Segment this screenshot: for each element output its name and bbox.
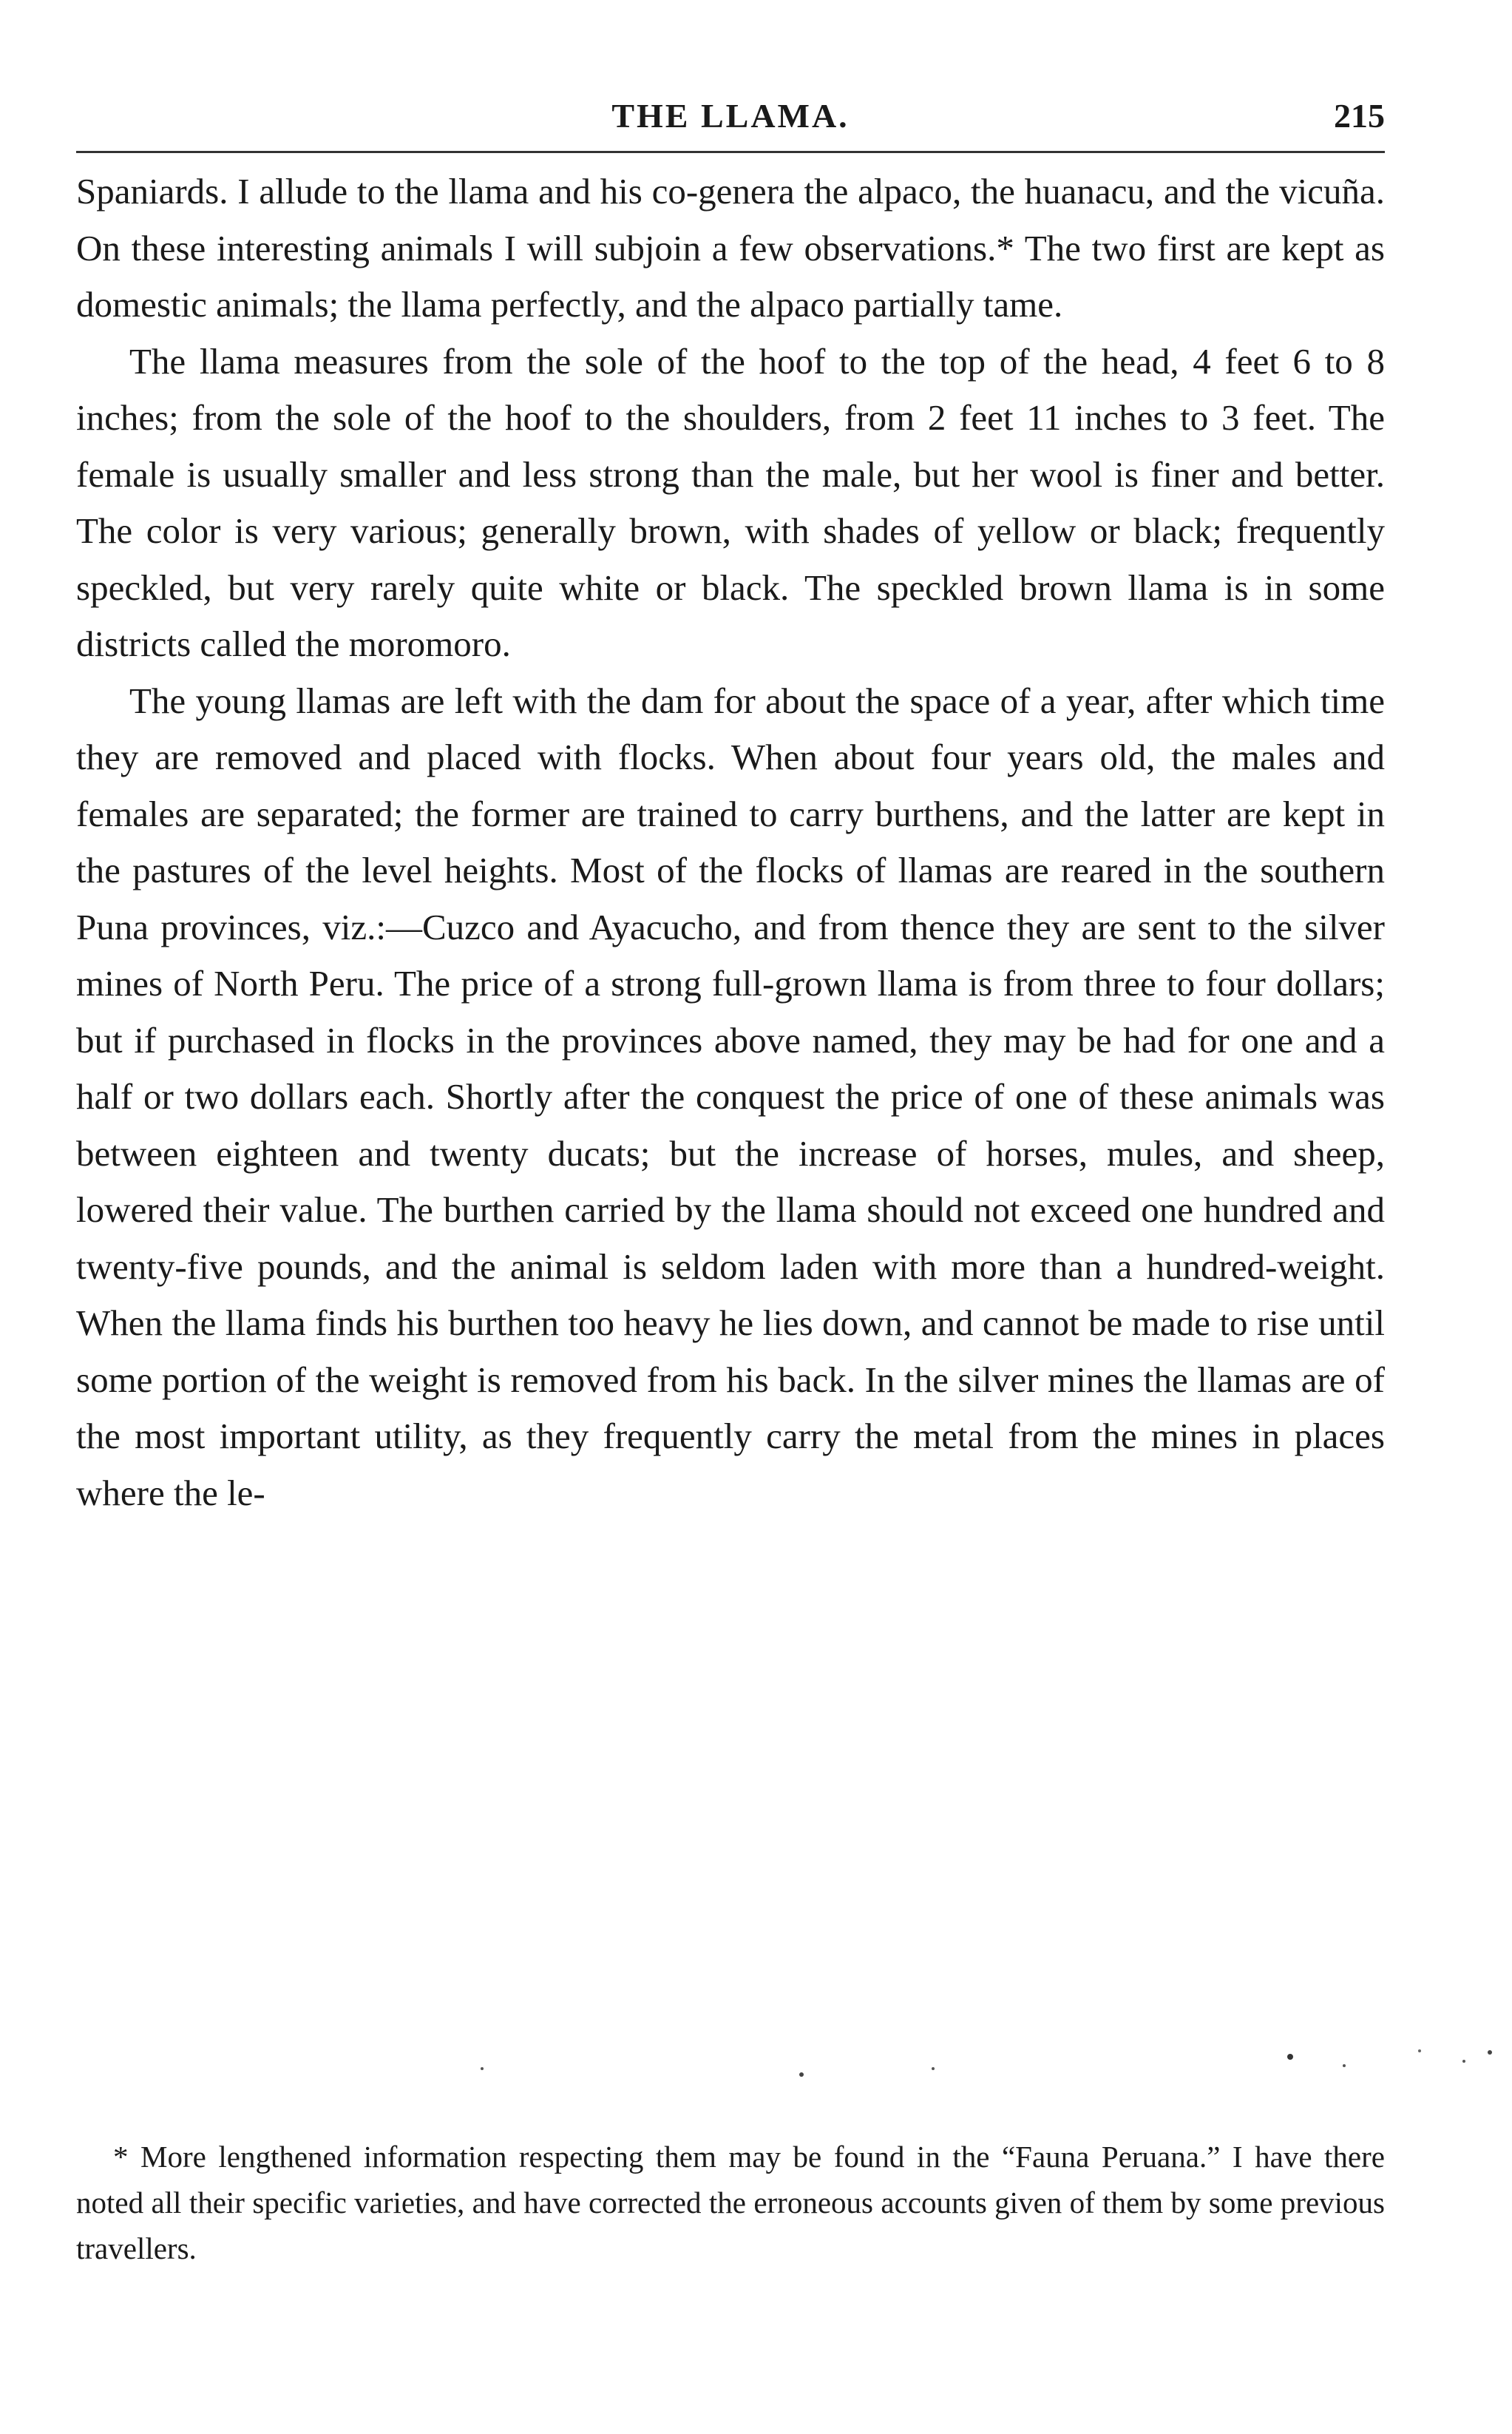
body-text: [76, 163, 1385, 1521]
speck: [481, 2067, 484, 2070]
speck: [932, 2067, 935, 2070]
speck: [1343, 2064, 1346, 2067]
book-page: [76, 81, 1385, 1521]
footnote: [76, 2134, 1385, 2271]
header-rule: [76, 151, 1385, 153]
page-number: 215: [1334, 97, 1385, 135]
running-head: [76, 81, 1385, 141]
paragraph-3: The young llamas are left with the dam for about the space of a year, after which time they are removed and placed with flocks. When about four years old, the males and females are separated; the former are trained to carry burthens, and the latter are kept in the pastures of the level heights. Most of the flocks of llamas are reared in the southern Puna provinces, viz.:—Cuzco and Ayacucho, and from thence they are sent to the silver mines of North Peru. The price of a strong full-grown llama is from three to four dollars; but if purchased in flocks in the provinces above named, they may be had for one and a half or two dollars each. Shortly after the conquest the price of one of these animals was between eighteen and twenty ducats; but the increase of horses, mules, and sheep, lowered their value. The burthen carried by the llama should not exceed one hundred and twenty-five pounds, and the animal is seldom laden with more than a hundred-weight. When the llama finds his burthen too heavy he lies down, and cannot be made to rise until some portion of the weight is removed from his back. In the silver mines the llamas are of the most important utility, as they frequently carry the metal from the mines in places where the le-: [76, 680, 1385, 1513]
speck: [1488, 2050, 1492, 2055]
speck: [1462, 2060, 1465, 2063]
paragraph-2: The llama measures from the sole of the hoof to the top of the head, 4 feet 6 to 8 inches; from the sole of the hoof to the shoulders, from 2 feet 11 inches to 3 feet. The female is usually smaller and less strong than the male, but her wool is finer and better. The color is very various; generally brown, with shades of yellow or black; frequently speckled, but very rarely quite white or black. The speckled brown llama is in some districts called the moromoro.: [76, 340, 1385, 664]
speck: [799, 2072, 804, 2077]
scan-specks: [0, 2030, 1512, 2119]
speck: [1287, 2054, 1293, 2060]
footnote-text: * More lengthened information respecting them may be found in the “Fauna Peruana.” I have there noted all their specific varieties, and have corrected the erroneous accounts given of them by some previous travellers.: [76, 2140, 1385, 2265]
running-title: THE LLAMA.: [611, 97, 850, 135]
speck: [1418, 2049, 1421, 2052]
paragraph-1: Spaniards. I allude to the llama and his co-genera the alpaco, the huanacu, and the vicuña. On these interesting animals I will subjoin a few observations.* The two first are kept as domestic animals; the llama perfectly, and the alpaco partially tame.: [76, 171, 1385, 325]
